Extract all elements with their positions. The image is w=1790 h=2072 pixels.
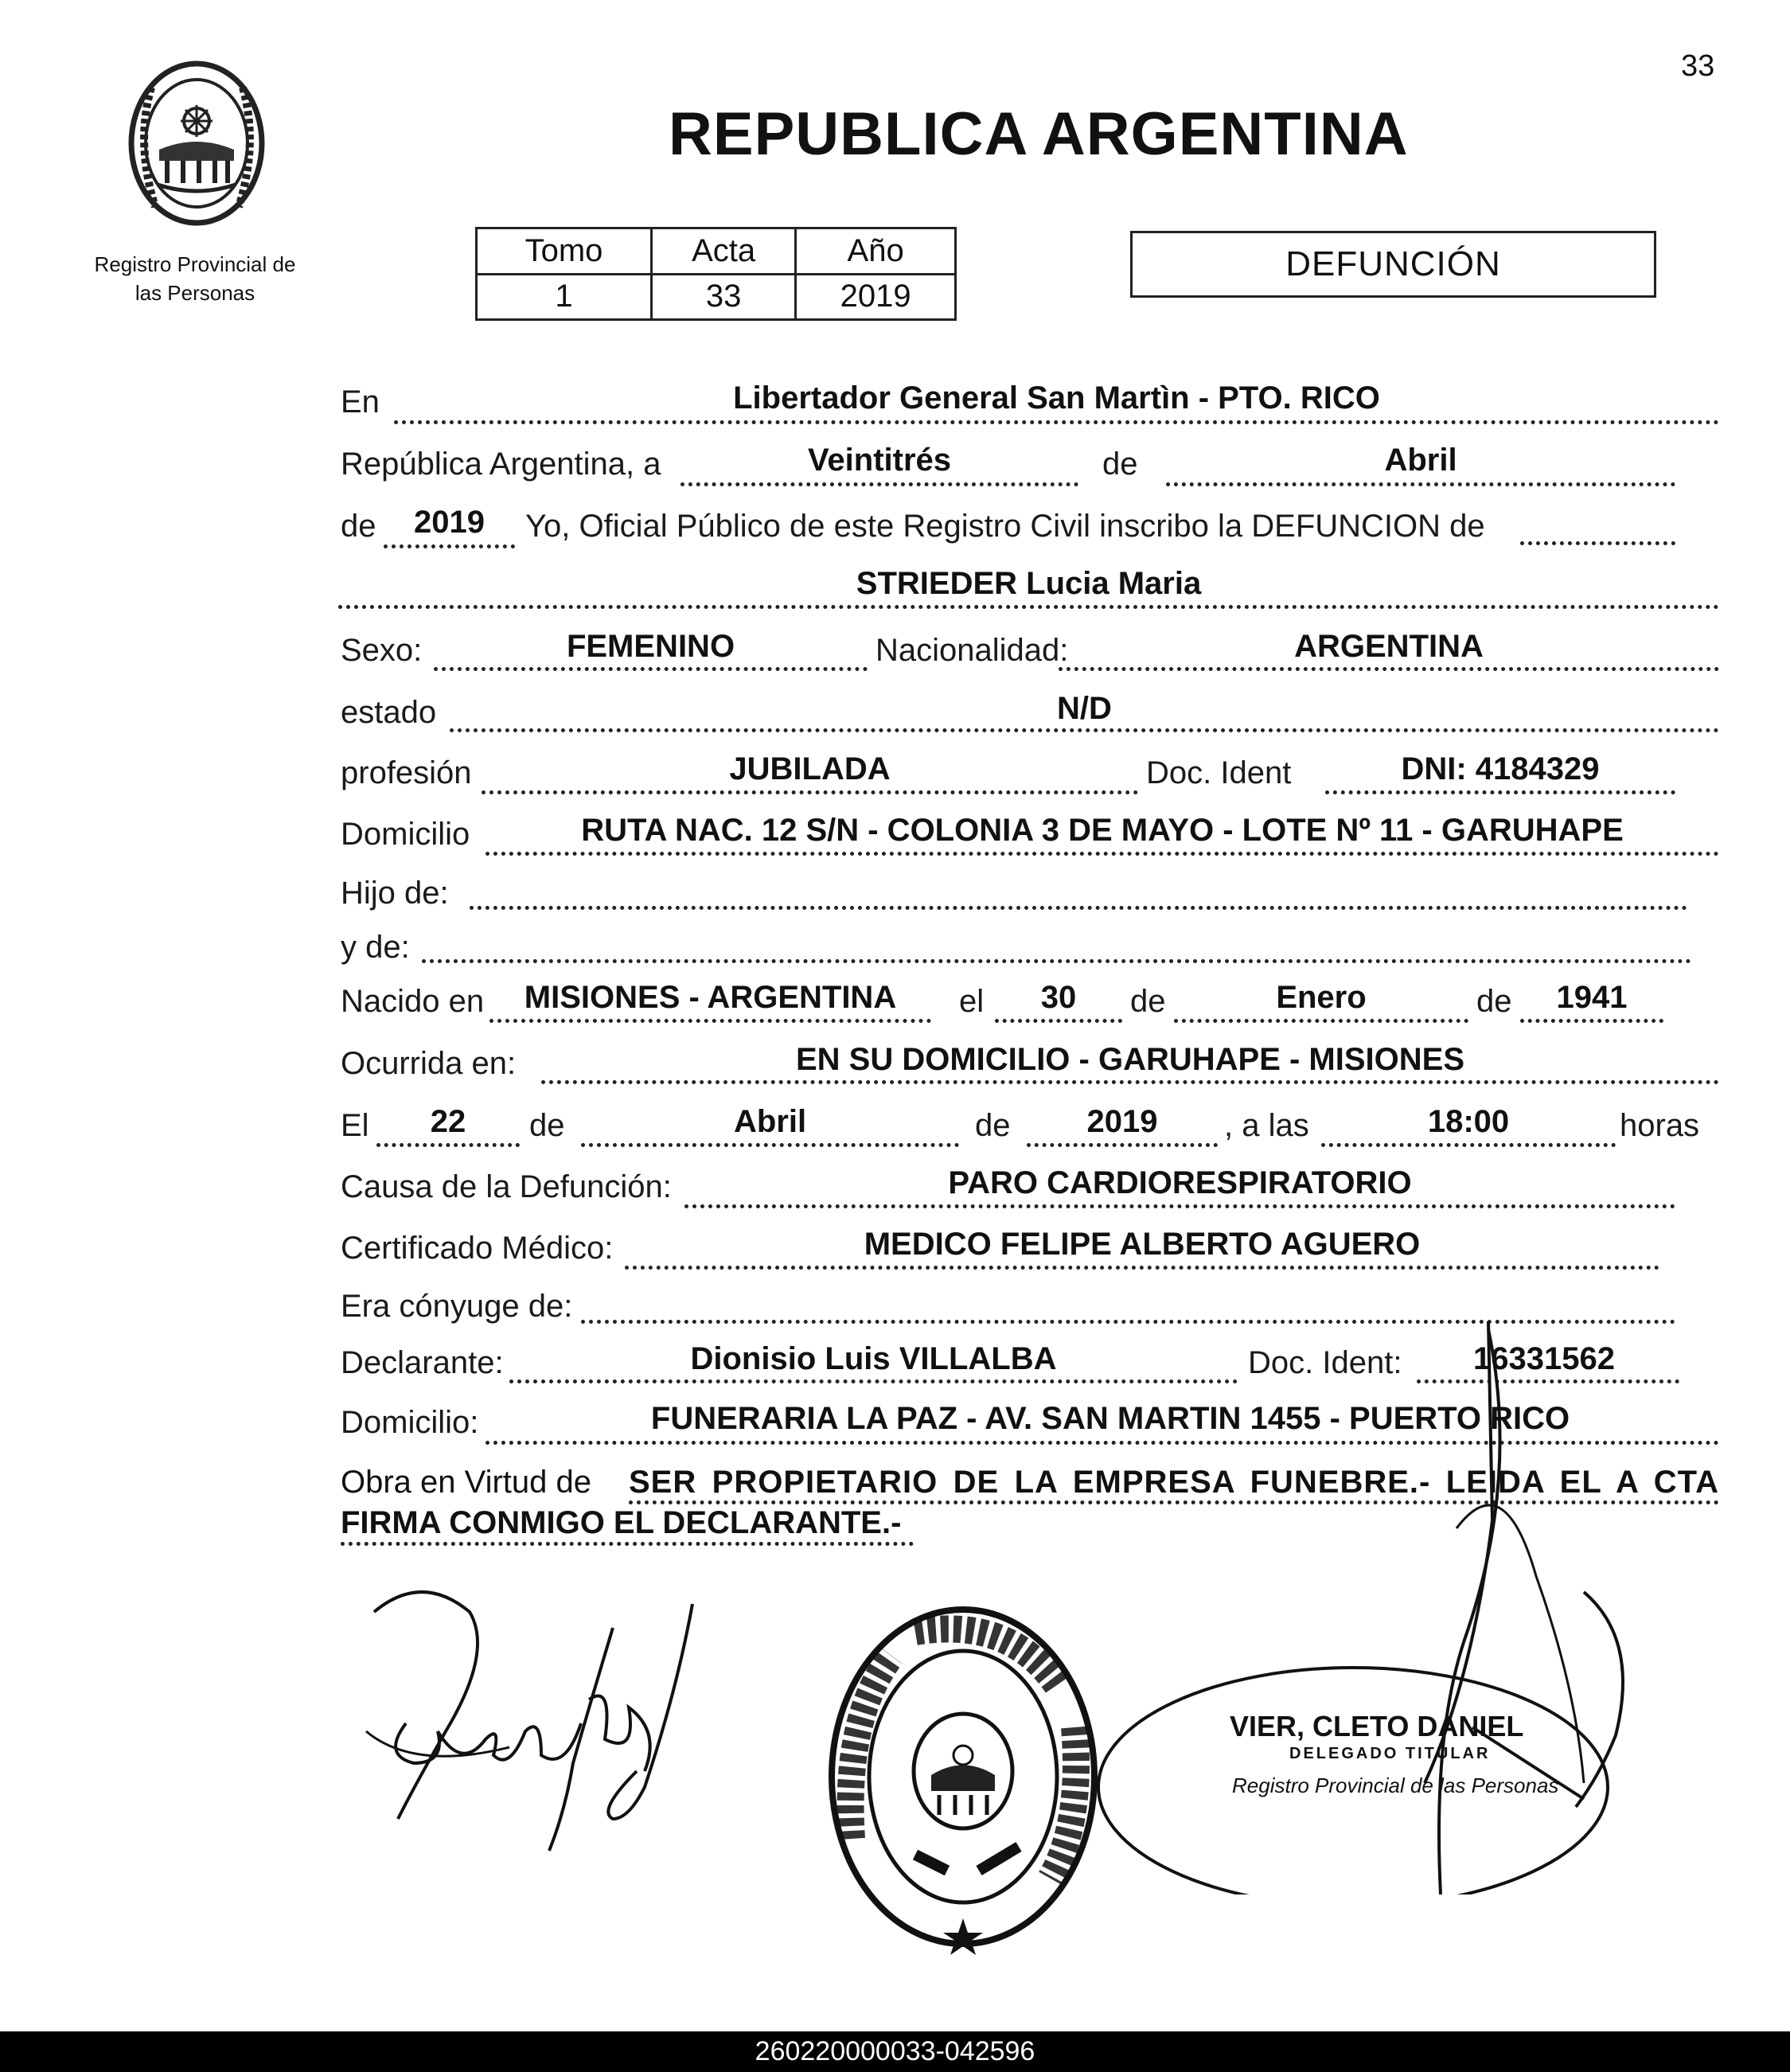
page-number: 33 xyxy=(1681,49,1715,83)
estado-value: N/D xyxy=(1057,691,1112,726)
anio-value: 2019 xyxy=(796,274,956,320)
y-de-underline xyxy=(422,959,1691,963)
registry-name-line1: Registro Provincial de xyxy=(94,252,296,276)
certificado-label: Certificado Médico: xyxy=(341,1231,614,1266)
deceased-name: STRIEDER Lucia Maria xyxy=(856,566,1202,601)
acta-header: Acta xyxy=(652,228,796,275)
birth-month: Enero xyxy=(1276,980,1367,1015)
en-underline xyxy=(394,420,1719,424)
doc-ident-label: Doc. Ident xyxy=(1146,755,1292,790)
declarante-domicilio-value: FUNERARIA LA PAZ - AV. SAN MARTIN 1455 - PUERTO RICO xyxy=(650,1401,1570,1436)
doc-ident-value: DNI: 4184329 xyxy=(1401,751,1600,786)
y-de-label: y de: xyxy=(341,930,410,965)
ocurrida-label: Ocurrida en: xyxy=(341,1046,517,1081)
certificado-underline xyxy=(625,1266,1659,1270)
en-label: En xyxy=(341,384,380,419)
month-value: Abril xyxy=(1384,443,1457,478)
anio-header: Año xyxy=(796,228,956,275)
ocurrida-value: EN SU DOMICILIO - GARUHAPE - MISIONES xyxy=(795,1042,1465,1077)
death-day-underline xyxy=(376,1143,520,1147)
birth-day-underline xyxy=(995,1019,1122,1023)
birth-year: 1941 xyxy=(1556,980,1628,1015)
inscription-text: Yo, Oficial Público de este Registro Civil inscribo la DEFUNCION de xyxy=(525,509,1485,544)
estado-underline xyxy=(450,728,1719,732)
declarante-label: Declarante: xyxy=(341,1345,504,1380)
death-year: 2019 xyxy=(1086,1104,1158,1139)
death-time: 18:00 xyxy=(1427,1104,1510,1139)
estado-label: estado xyxy=(341,695,437,730)
registry-name xyxy=(76,250,314,307)
acta-value: 33 xyxy=(652,274,796,320)
nacido-en-label: Nacido en xyxy=(341,984,485,1019)
birth-month-underline xyxy=(1174,1019,1468,1023)
death-time-underline xyxy=(1321,1143,1616,1147)
sexo-value: FEMENINO xyxy=(566,629,735,664)
official-name: VIER, CLETO DANIEL xyxy=(1230,1710,1524,1742)
sexo-label: Sexo: xyxy=(341,633,423,668)
deceased-name-underline xyxy=(338,605,1719,609)
declarante-doc-value: 16331562 xyxy=(1473,1341,1615,1376)
hijo-de-label: Hijo de: xyxy=(341,876,449,911)
de-label-2: de xyxy=(341,509,376,544)
de-label-6: de xyxy=(975,1108,1011,1143)
month-underline xyxy=(1166,482,1675,486)
domicilio-underline xyxy=(486,852,1719,856)
el-cap-label: El xyxy=(341,1108,369,1143)
nacido-en-underline xyxy=(489,1019,931,1023)
obra-line2-underline xyxy=(341,1542,914,1546)
year-value: 2019 xyxy=(414,505,485,540)
profesion-underline xyxy=(482,790,1138,794)
death-day: 22 xyxy=(430,1104,466,1139)
causa-label: Causa de la Defunción: xyxy=(341,1169,672,1204)
declarante-value: Dionisio Luis VILLALBA xyxy=(690,1341,1057,1376)
causa-value: PARO CARDIORESPIRATORIO xyxy=(948,1165,1412,1200)
document-code: 260220000033-042596 xyxy=(0,2031,1790,2072)
declarante-domicilio-label: Domicilio: xyxy=(341,1405,479,1440)
domicilio-label: Domicilio xyxy=(341,817,470,852)
profesion-label: profesión xyxy=(341,755,472,790)
a-las-label: , a las xyxy=(1224,1108,1309,1143)
domicilio-value: RUTA NAC. 12 S/N - COLONIA 3 DE MAYO - LOTE Nº 11 - GARUHAPE xyxy=(581,813,1624,848)
birth-year-underline xyxy=(1520,1019,1663,1023)
de-label-3: de xyxy=(1130,984,1166,1019)
conyuge-label: Era cónyuge de: xyxy=(341,1289,573,1324)
horas-label: horas xyxy=(1620,1108,1700,1143)
certificado-value: MEDICO FELIPE ALBERTO AGUERO xyxy=(864,1227,1421,1262)
provincial-seal xyxy=(111,56,283,231)
nacionalidad-underline xyxy=(1059,667,1719,671)
birth-day: 30 xyxy=(1040,980,1077,1015)
obra-value-line2: FIRMA CONMIGO EL DECLARANTE.- xyxy=(341,1505,902,1540)
document-title: REPUBLICA ARGENTINA xyxy=(669,100,1409,168)
record-table xyxy=(475,227,957,321)
ocurrida-underline xyxy=(541,1080,1719,1084)
obra-line-1 xyxy=(341,1466,591,1498)
obra-value-line1: SER PROPIETARIO DE LA EMPRESA FUNEBRE.- LEIDA EL A CTA xyxy=(629,1465,1719,1500)
declarant-signature xyxy=(350,1580,732,1867)
hijo-de-underline xyxy=(470,906,1687,910)
doc-ident-underline xyxy=(1325,790,1675,794)
registry-name-line2: las Personas xyxy=(135,281,255,305)
record-type-box: DEFUNCIÓN xyxy=(1130,231,1656,298)
nacionalidad-value: ARGENTINA xyxy=(1294,629,1484,664)
day-underline xyxy=(681,482,1078,486)
de-label-4: de xyxy=(1476,984,1512,1019)
de-label-1: de xyxy=(1102,447,1138,482)
official-org: Registro Provincial de las Personas xyxy=(1232,1773,1559,1797)
en-value: Libertador General San Martìn - PTO. RICO xyxy=(733,380,1380,416)
official-signature xyxy=(1090,1321,1640,1894)
causa-underline xyxy=(684,1204,1675,1208)
day-value: Veintitrés xyxy=(807,443,952,478)
nacido-en-value: MISIONES - ARGENTINA xyxy=(524,980,897,1015)
de-label-5: de xyxy=(529,1108,565,1143)
death-month: Abril xyxy=(733,1104,807,1139)
year-underline xyxy=(384,544,515,548)
tomo-value: 1 xyxy=(477,274,652,320)
official-stamp xyxy=(820,1600,1106,1958)
death-year-underline xyxy=(1027,1143,1218,1147)
declarante-doc-label: Doc. Ident: xyxy=(1248,1345,1402,1380)
death-month-underline xyxy=(581,1143,959,1147)
obra-label: Obra en Virtud de xyxy=(341,1465,592,1500)
republica-label: República Argentina, a xyxy=(341,447,661,482)
sexo-underline xyxy=(434,667,868,671)
el-label: el xyxy=(959,984,985,1019)
profesion-value: JUBILADA xyxy=(729,751,891,786)
inscription-underline xyxy=(1520,541,1675,545)
official-title: DELEGADO TITULAR xyxy=(1289,1745,1491,1762)
nacionalidad-label: Nacionalidad: xyxy=(876,633,1069,668)
tomo-header: Tomo xyxy=(477,228,652,275)
